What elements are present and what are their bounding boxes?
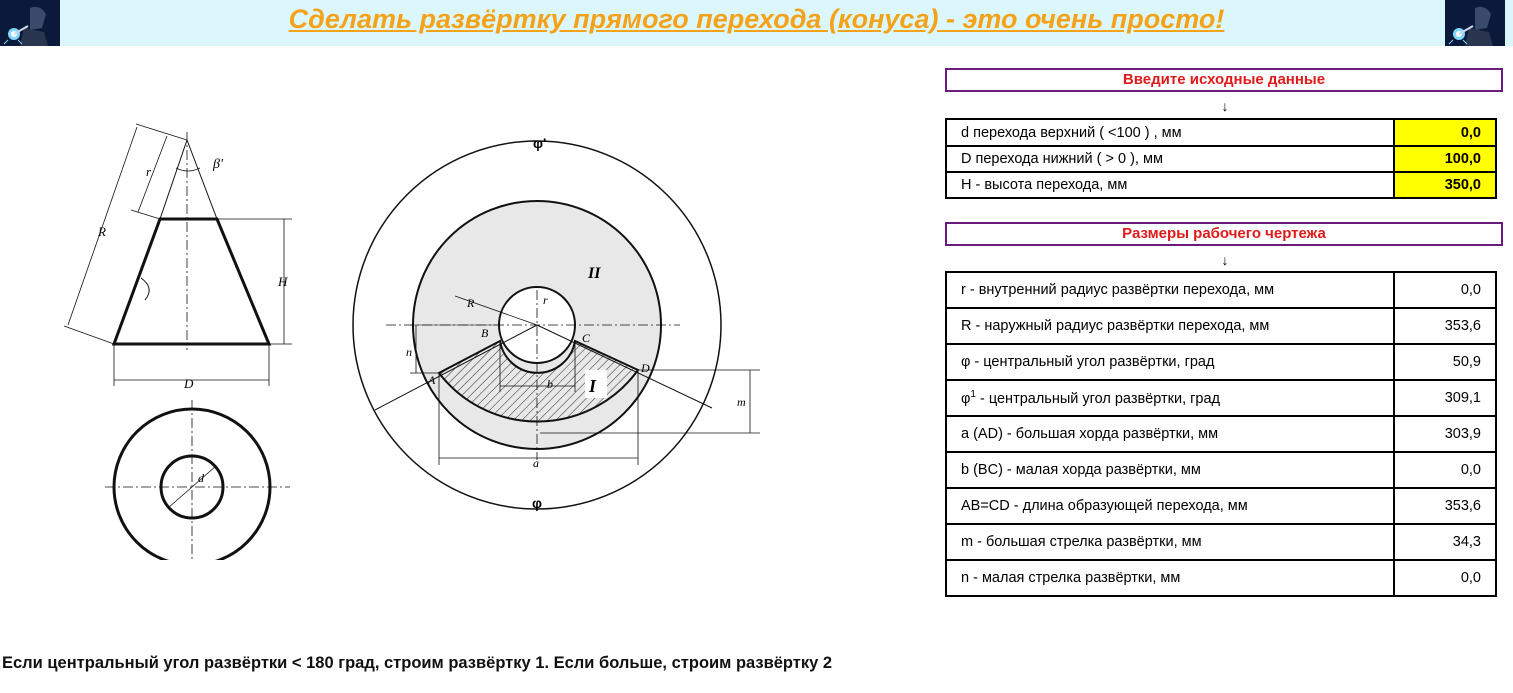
result-value: 34,3 bbox=[1394, 524, 1496, 560]
input-label: d перехода верхний ( <100 ) , мм bbox=[946, 119, 1394, 146]
height-input[interactable]: 350,0 bbox=[1394, 172, 1496, 198]
label-D: D bbox=[184, 376, 194, 391]
label-H: H bbox=[278, 274, 288, 289]
output-table bbox=[945, 271, 1497, 597]
result-label: r - внутренний радиус развёртки перехода, мм bbox=[946, 272, 1394, 308]
label-d: d bbox=[198, 471, 204, 485]
table-row bbox=[946, 344, 1496, 380]
bottom-diameter-input[interactable]: 100,0 bbox=[1394, 146, 1496, 172]
label-phi-prime: φ' bbox=[533, 135, 547, 151]
result-value: 50,9 bbox=[1394, 344, 1496, 380]
result-value: 303,9 bbox=[1394, 416, 1496, 452]
result-label bbox=[946, 380, 1394, 416]
page-title: Сделать развёртку прямого перехода (конуса) - это очень просто! bbox=[288, 4, 1225, 34]
label-I: I bbox=[589, 376, 597, 396]
result-label: m - большая стрелка развёртки, мм bbox=[946, 524, 1394, 560]
result-label: R - наружный радиус развёртки перехода, мм bbox=[946, 308, 1394, 344]
label-A: A bbox=[428, 373, 436, 387]
result-label: n - малая стрелка развёртки, мм bbox=[946, 560, 1394, 596]
table-row bbox=[946, 560, 1496, 596]
phi-symbol: φ bbox=[961, 390, 971, 407]
table-row bbox=[946, 380, 1496, 416]
result-label: AB=CD - длина образующей перехода, мм bbox=[946, 488, 1394, 524]
result-value: 309,1 bbox=[1394, 380, 1496, 416]
welder-logo-icon bbox=[1445, 0, 1505, 46]
table-row bbox=[946, 416, 1496, 452]
label-r-dev: r bbox=[543, 293, 548, 307]
output-section-header: Размеры рабочего чертежа bbox=[945, 222, 1503, 246]
development-view bbox=[353, 141, 760, 509]
input-row-d bbox=[946, 119, 1496, 146]
label-b: b bbox=[547, 377, 553, 391]
label-R: R bbox=[98, 224, 106, 239]
result-value: 0,0 bbox=[1394, 452, 1496, 488]
result-label: φ - центральный угол развёртки, град bbox=[946, 344, 1394, 380]
label-B: B bbox=[481, 326, 489, 340]
arrow-down-icon: ↓ bbox=[1221, 98, 1229, 114]
phi-superscript: 1 bbox=[970, 389, 976, 401]
table-row bbox=[946, 272, 1496, 308]
label-C: C bbox=[582, 331, 591, 345]
result-value: 353,6 bbox=[1394, 308, 1496, 344]
result-value: 0,0 bbox=[1394, 272, 1496, 308]
table-row bbox=[946, 488, 1496, 524]
result-label: b (BC) - малая хорда развёртки, мм bbox=[946, 452, 1394, 488]
table-row bbox=[946, 308, 1496, 344]
label-phi: φ bbox=[532, 495, 543, 511]
label-D-point: D bbox=[641, 361, 650, 375]
result-value: 0,0 bbox=[1394, 560, 1496, 596]
input-section-header: Введите исходные данные bbox=[945, 68, 1503, 92]
table-row bbox=[946, 524, 1496, 560]
input-table bbox=[945, 118, 1497, 199]
result-label-text: - центральный угол развёртки, град bbox=[975, 390, 1221, 407]
input-label: H - высота перехода, мм bbox=[946, 172, 1394, 198]
cone-side-view bbox=[64, 124, 292, 386]
label-a: a bbox=[533, 456, 539, 470]
label-n: n bbox=[406, 345, 412, 359]
label-beta: β' bbox=[213, 157, 223, 172]
label-m: m bbox=[737, 395, 746, 409]
label-R-dev: R bbox=[467, 296, 475, 310]
input-label: D перехода нижний ( > 0 ), мм bbox=[946, 146, 1394, 172]
label-r: r bbox=[146, 164, 152, 179]
title-banner bbox=[0, 0, 1513, 46]
arrow-down-icon: ↓ bbox=[1221, 252, 1229, 268]
top-diameter-input[interactable]: 0,0 bbox=[1394, 119, 1496, 146]
result-value: 353,6 bbox=[1394, 488, 1496, 524]
cone-development-drawing bbox=[0, 60, 930, 560]
footer-note: Если центральный угол развёртки < 180 град, строим развёртку 1. Если больше, строим развёртку 2 bbox=[2, 654, 833, 672]
table-row bbox=[946, 452, 1496, 488]
result-label: a (AD) - большая хорда развёртки, мм bbox=[946, 416, 1394, 452]
input-row-H bbox=[946, 172, 1496, 198]
input-row-D bbox=[946, 146, 1496, 172]
label-II: II bbox=[588, 265, 601, 282]
